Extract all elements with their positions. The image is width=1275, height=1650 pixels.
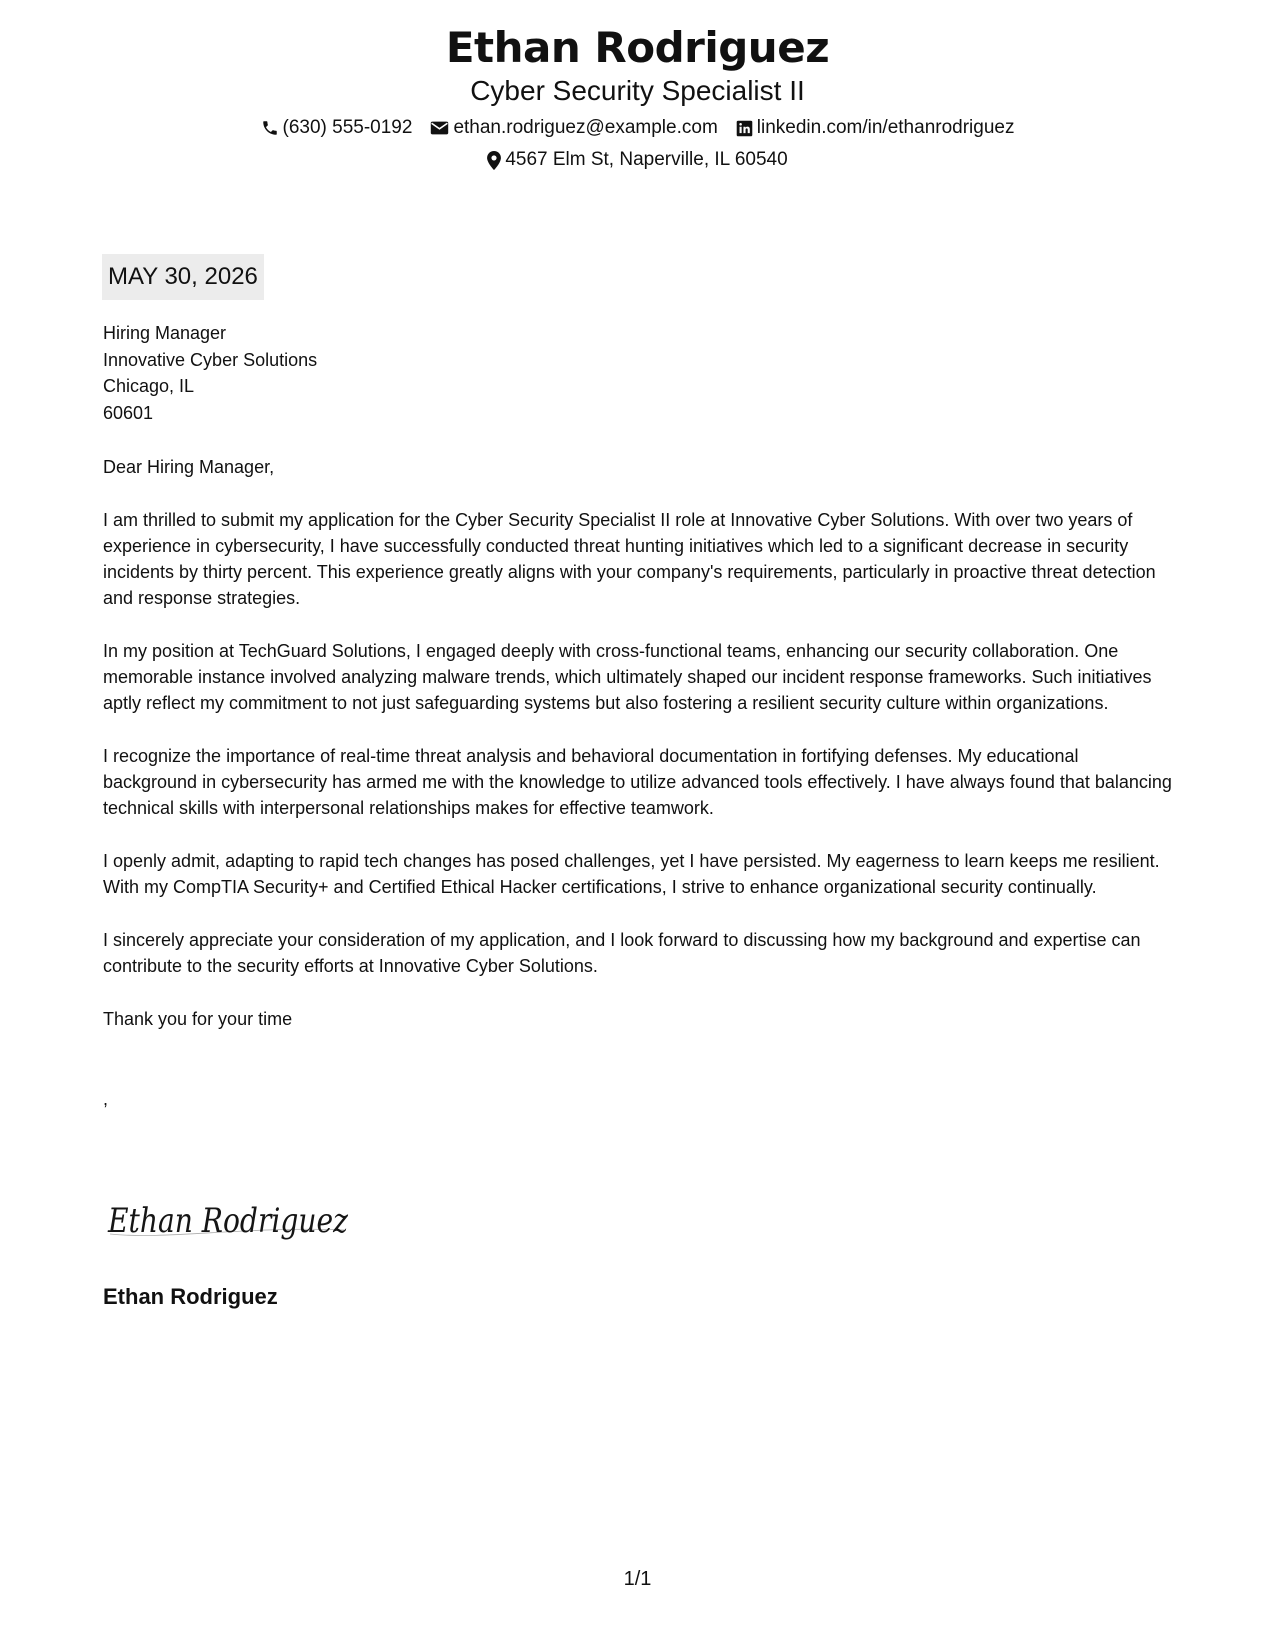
svg-text:Ethan Rodriguez: Ethan Rodriguez bbox=[107, 1201, 349, 1241]
linkedin-icon bbox=[736, 120, 753, 137]
salutation: Dear Hiring Manager, bbox=[103, 457, 275, 477]
applicant-name: Ethan Rodriguez bbox=[445, 23, 830, 72]
handwritten-signature bbox=[106, 1196, 356, 1249]
paragraph: In my position at TechGuard Solutions, I engaged deeply with cross-functional teams, enhancing our security collaboration. One memorable instance involved analyzing malware trends, which ultimately shaped our incident response frameworks. Such initiatives aptly reflect my commitment to not just safeguarding systems but also fostering a resilient security culture within organizations. bbox=[103, 641, 1152, 713]
signature-image bbox=[106, 1196, 356, 1244]
phone-icon bbox=[261, 119, 279, 137]
recipient-line: Hiring Manager bbox=[103, 323, 227, 343]
phone-text[interactable]: (630) 555-0192 bbox=[282, 117, 413, 138]
contact-phone bbox=[261, 116, 413, 140]
contact-email bbox=[430, 116, 717, 140]
paragraph: I am thrilled to submit my application for the Cyber Security Specialist II role at Innovative Cyber Solutions. With over two years of experience in cybersecurity, I have successfully conducted threat hunting initiatives which led to a significant decrease in security incidents by thirty percent. This experience greatly aligns with your company's requirements, particularly in proactive threat detection and response strategies. bbox=[103, 510, 1156, 608]
linkedin-link[interactable]: linkedin.com/in/ethanrodriguez bbox=[756, 117, 1015, 138]
letter-header bbox=[0, 22, 1275, 172]
recipient-line: Innovative Cyber Solutions bbox=[103, 349, 318, 370]
recipient-block bbox=[103, 320, 1173, 426]
page-number: 1/1 bbox=[623, 1568, 652, 1590]
paragraph: I sincerely appreciate your consideration of my application, and I look forward to discussing how my background and expertise can contribute to the security efforts at Innovative Cyber Solutions. bbox=[103, 930, 1141, 976]
contact-row-address bbox=[0, 148, 1275, 172]
letter-date: MAY 30, 2026 bbox=[102, 254, 264, 300]
paragraph: I openly admit, adapting to rapid tech changes has posed challenges, yet I have persisted. My eagerness to learn keeps me resilient. With my CompTIA Security+ and Certified Ethical Hacker certifications, I strive to enhance organizational security continually. bbox=[103, 851, 1160, 897]
address-text: 4567 Elm St, Naperville, IL 60540 bbox=[505, 149, 788, 170]
paragraph: I recognize the importance of real-time threat analysis and behavioral documentation in fortifying defenses. My educational background in cybersecurity has armed me with the knowledge to utilize advanced tools effectively. I have always found that balancing technical skills with interpersonal relationships makes for effective teamwork. bbox=[103, 746, 1172, 818]
closing-comma: , bbox=[103, 1089, 109, 1109]
recipient-line: Chicago, IL bbox=[103, 376, 195, 396]
applicant-title: Cyber Security Specialist II bbox=[470, 75, 805, 106]
contact-linkedin bbox=[736, 116, 1015, 140]
signed-name: Ethan Rodriguez bbox=[103, 1284, 278, 1309]
letter-body bbox=[103, 320, 1173, 1112]
email-link[interactable]: ethan.rodriguez@example.com bbox=[453, 117, 718, 138]
contact-row-primary bbox=[0, 116, 1275, 140]
closing-line: Thank you for your time bbox=[103, 1009, 293, 1029]
contact-address bbox=[487, 148, 787, 172]
recipient-line: 60601 bbox=[103, 402, 154, 423]
envelope-icon bbox=[430, 120, 449, 136]
map-marker-icon bbox=[487, 151, 501, 170]
